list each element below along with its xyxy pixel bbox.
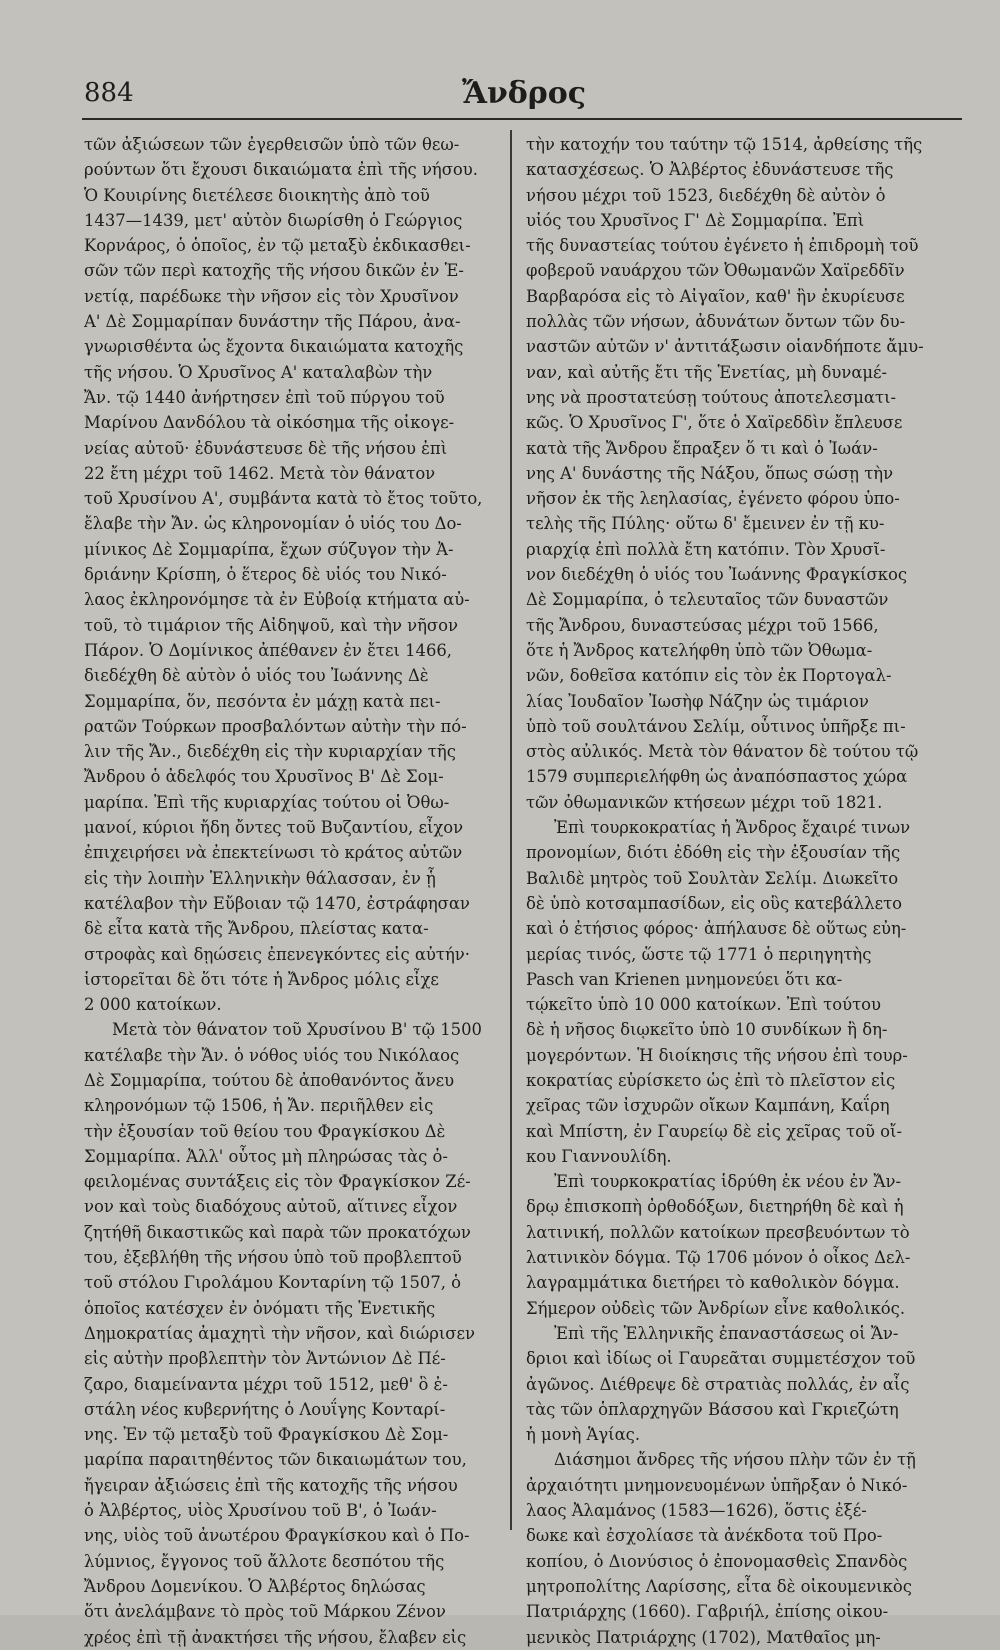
text-line: Ἄν. τῷ 1440 ἀνήρτησεν ἐπὶ τοῦ πύργου τοῦ [84, 387, 445, 407]
text-line: διεδέχθη δὲ αὐτὸν ὁ υἱός του Ἰωάννης Δὲ [84, 666, 429, 686]
text-line: κου Γιαννουλίδη. [526, 1146, 672, 1166]
text-line: Βαρβαρόσα εἰς τὸ Αἰγαῖον, καθ' ἣν ἐκυρίευσε [526, 286, 905, 306]
text-line: Ἄνδρου Δομενίκου. Ὁ Ἀλβέρτος δηλώσας [84, 1576, 426, 1596]
text-line: Σομμαρίπα, ὅν, πεσόντα ἐν μάχῃ κατὰ πει- [84, 691, 441, 711]
text-line: δὲ ἡ νῆσος διῳκεῖτο ὑπὸ 10 συνδίκων ἢ δη- [526, 1020, 888, 1040]
text-line: νης. Ἐν τῷ μεταξὺ τοῦ Φραγκίσκου Δὲ Σομ- [84, 1425, 449, 1445]
text-line: κοπίου, ὁ Διονύσιος ὁ ἐπονομασθεὶς Σπανδὸς [526, 1551, 908, 1571]
text-line: δὲ εἶτα κατὰ τῆς Ἄνδρου, πλείστας κατα- [84, 919, 429, 939]
text-line: καὶ ὁ ἐτήσιος φόρος· ἀπήλαυσε δὲ οὕτως εὐη- [526, 919, 907, 939]
text-line: τῆς νήσου. Ὁ Χρυσῖνος Α' καταλαβὼν τὴν [84, 362, 433, 382]
text-line: του, ἐξεβλήθη τῆς νήσου ὑπὸ τοῦ προβλεπτοῦ [84, 1248, 462, 1268]
left-column [84, 132, 494, 1650]
text-line: Ἐπὶ τουρκοκρατίας ἡ Ἄνδρος ἔχαιρέ τινων [554, 818, 911, 838]
text-line: τοῦ, τὸ τιμάριον τῆς Αἰδηψοῦ, καὶ τὴν νῆσον [84, 615, 458, 635]
text-line: Πάρον. Ὁ Δομίνικος ἀπέθανεν ἐν ἔτει 1466, [84, 640, 453, 660]
text-line: ὅτε ἡ Ἄνδρος κατελήφθη ὑπὸ τῶν Ὀθωμα- [526, 640, 873, 660]
text-line: τῶν ὀθωμανικῶν κτήσεων μέχρι τοῦ 1821. [526, 792, 883, 812]
text-line: νήσου μέχρι τοῦ 1523, διεδέχθη δὲ αὐτὸν ὁ [526, 185, 886, 205]
text-line: προνομίων, διότι ἐδόθη εἰς τὴν ἐξουσίαν τῆς [526, 843, 901, 863]
page-header [84, 78, 960, 118]
text-line: Πατριάρχης (1660). Γαβριήλ, ἐπίσης οἰκου- [526, 1602, 889, 1622]
text-line: νετίᾳ, παρέδωκε τὴν νῆσον εἰς τὸν Χρυσῖνον [84, 286, 459, 306]
text-line: ἀγῶνος. Διέθρεψε δὲ στρατιὰς πολλάς, ἐν αἷς [526, 1374, 910, 1394]
text-line: σῶν τῶν περὶ κατοχῆς τῆς νήσου δικῶν ἐν Ἑ- [84, 261, 464, 281]
text-line: κατέλαβε τὴν Ἄν. ὁ νόθος υἱός του Νικόλαος [84, 1045, 460, 1065]
text-line: ναν, καὶ αὐτῆς ἔτι τῆς Ἑνετίας, μὴ δυναμέ- [526, 362, 888, 382]
text-line: τῶν ἀξιώσεων τῶν ἐγερθεισῶν ὑπὸ τῶν θεω- [84, 135, 460, 154]
text-line: δριοι καὶ ἰδίως οἱ Γαυρεᾶται συμμετέσχον τοῦ [526, 1349, 916, 1369]
text-line: ρατῶν Τούρκων προσβαλόντων αὐτὴν τὴν πό- [84, 716, 467, 736]
text-line: εἰς τὴν λοιπὴν Ἑλληνικὴν θάλασσαν, ἐν ᾗ [84, 868, 436, 888]
text-line: στὸς αὐλικός. Μετὰ τὸν θάνατον δὲ τούτου τῷ [526, 742, 919, 762]
text-line: χεῖρας τῶν ἰσχυρῶν οἴκων Καμπάνη, Καΐρη [526, 1096, 890, 1116]
text-line: τὴν ἐξουσίαν τοῦ θείου του Φραγκίσκου Δὲ [84, 1121, 446, 1141]
text-line: 22 ἔτη μέχρι τοῦ 1462. Μετὰ τὸν θάνατον [84, 463, 436, 483]
text-line: ναστῶν αὐτῶν ν' ἀντιτάξωσιν οἱανδήποτε ἄμυ- [526, 337, 924, 357]
text-line: λαγραμμάτικα διετήρει τὸ καθολικὸν δόγμα. [526, 1273, 900, 1293]
text-line: νείας αὐτοῦ· ἐδυνάστευσε δὲ τῆς νήσου ἐπὶ [84, 438, 448, 458]
text-line: λατινική, πολλῶν κατοίκων πρεσβευόντων τὸ [526, 1222, 910, 1242]
right-column [526, 132, 940, 1650]
text-line: Δημοκρατίας ἀμαχητὶ τὴν νῆσον, καὶ διώρισεν [84, 1323, 475, 1343]
text-line: τελὴς τῆς Πύλης· οὕτω δ' ἔμεινεν ἐν τῇ κυ- [526, 514, 885, 534]
text-line: γνωρισθέντα ὡς ἔχοντα δικαιώματα κατοχῆς [84, 337, 464, 357]
text-line: νης Α' δυνάστης τῆς Νάξου, ὅπως σώσῃ τὴν [526, 463, 894, 483]
text-line: μαρίπα. Ἐπὶ τῆς κυριαρχίας τούτου οἱ Ὀθω- [84, 792, 450, 812]
column-divider [510, 130, 512, 1530]
text-line: στροφὰς καὶ δῃώσεις ἐπενεγκόντες εἰς αὐτήν· [84, 944, 470, 964]
text-line: ζητήθῆ δικαστικῶς καὶ παρὰ τῶν προκατόχων [84, 1222, 471, 1242]
text-line: Ἄνδρου ὁ ἀδελφός του Χρυσῖνος Β' Δὲ Σομ- [84, 767, 444, 787]
text-line: ὑπὸ τοῦ σουλτάνου Σελίμ, οὗτινος ὑπῆρξε πι- [526, 716, 906, 736]
text-line: κοκρατίας εὑρίσκετο ὡς ἐπὶ τὸ πλεῖστον εἰς [526, 1070, 896, 1090]
text-line: νῶν, δοθεῖσα κατόπιν εἰς τὸν ἐκ Πορτογαλ- [526, 666, 892, 686]
text-line: φοβεροῦ ναυάρχου τῶν Ὀθωμανῶν Χαϊρεδδῖν [526, 261, 905, 281]
text-line: νον καὶ τοὺς διαδόχους αὐτοῦ, αἵτινες εἶχον [84, 1197, 458, 1217]
text-line: μαρίπα παραιτηθέντος τῶν δικαιωμάτων του, [84, 1450, 467, 1470]
text-line: μενικὸς Πατριάρχης (1702), Ματθαῖος μη- [526, 1627, 881, 1647]
text-line: Σήμερον οὐδεὶς τῶν Ἀνδρίων εἶνε καθολικός. [526, 1298, 906, 1318]
text-line: Μετὰ τὸν θάνατον τοῦ Χρυσίνου Β' τῷ 1500 [112, 1020, 482, 1040]
text-line: τῆς δυναστείας τούτου ἐγένετο ἡ ἐπιδρομὴ τοῦ [526, 236, 919, 256]
text-line: δὲ ὑπὸ κοτσαμπασίδων, εἰς οὓς κατεβάλλετο [526, 893, 903, 913]
text-line: κατέλαβον τὴν Εὔβοιαν τῷ 1470, ἐστράφησαν [84, 893, 470, 913]
text-line: Α' Δὲ Σομμαρίπαν δυνάστην τῆς Πάρου, ἀνα- [84, 312, 461, 332]
text-line: ριαρχίᾳ ἐπὶ πολλὰ ἔτη κατόπιν. Τὸν Χρυσῖ- [526, 539, 886, 559]
text-line: δωκε καὶ ἐσχολίασε τὰ ἀνέκδοτα τοῦ Προ- [526, 1526, 883, 1546]
text-line: ὅτι ἀνελάμβανε τὸ πρὸς τοῦ Μάρκου Ζένον [84, 1602, 446, 1622]
text-line: πολλὰς τῶν νήσων, ἀδυνάτων ὄντων τῶν δυ- [526, 312, 906, 332]
text-line: ὁποῖος κατέσχεν ἐν ὀνόματι τῆς Ἑνετικῆς [84, 1298, 436, 1318]
text-line: τὴν κατοχήν του ταύτην τῷ 1514, ἀρθείσης τῆς [526, 135, 923, 154]
text-line: νης, υἱὸς τοῦ ἀνωτέρου Φραγκίσκου καὶ ὁ Πο- [84, 1526, 470, 1546]
text-line: λίας Ἰουδαῖον Ἰωσὴφ Νάζην ὡς τιμάριον [526, 691, 869, 711]
text-line: δριάνην Κρίσπη, ὁ ἕτερος δὲ υἱός του Νικό- [84, 565, 447, 585]
text-line: ἀρχαιότητι μνημονευομένων ὑπῆρξαν ὁ Νικό- [526, 1475, 908, 1495]
text-line: Ἐπὶ τουρκοκρατίας ἱδρύθη ἐκ νέου ἐν Ἄν- [554, 1172, 901, 1192]
text-line: Δὲ Σομμαρίπα, τούτου δὲ ἀποθανόντος ἄνευ [84, 1070, 455, 1090]
text-line: ἔλαβε τὴν Ἄν. ὡς κληρονομίαν ὁ υἱός του Δο- [84, 514, 462, 534]
page-number: 884 [84, 78, 134, 108]
text-line: καὶ Μπίστη, ἐν Γαυρείῳ δὲ εἰς χεῖρας τοῦ οἴ- [526, 1121, 903, 1141]
text-line: εἰς αὐτὴν προβλεπτὴν τὸν Ἀντώνιον Δὲ Πέ- [84, 1349, 446, 1369]
text-line: Ἐπὶ τῆς Ἑλληνικῆς ἐπαναστάσεως οἱ Ἄν- [554, 1323, 899, 1343]
text-line: μίνικος Δὲ Σομμαρίπα, ἔχων σύζυγον τὴν Ἀ- [84, 539, 454, 559]
text-line: δρῳ ἐπισκοπὴ ὀρθοδόξων, διετηρήθη δὲ καὶ ἡ [526, 1197, 904, 1217]
text-line: ἐπιχειρήσει νὰ ἐπεκτείνωσι τὸ κράτος αὐτῶν [84, 843, 463, 863]
text-line: λατινικὸν δόγμα. Τῷ 1706 μόνον ὁ οἶκος Δελ- [526, 1248, 911, 1268]
text-line: χρέος ἐπὶ τῇ ἀνακτήσει τῆς νήσου, ἔλαβεν εἰς [84, 1627, 467, 1647]
running-title: Ἄνδρος [462, 76, 586, 111]
text-line: 1437—1439, μετ' αὐτὸν διωρίσθη ὁ Γεώργιος [84, 210, 463, 230]
text-line: λύμνιος, ἔγγονος τοῦ ἄλλοτε δεσπότου τῆς [84, 1551, 445, 1571]
text-line: Δὲ Σομμαρίπα, ὁ τελευταῖος τῶν δυναστῶν [526, 590, 889, 610]
text-line: Μαρίνου Δανδόλου τὰ οἰκόσημα τῆς οἰκογε- [84, 413, 455, 433]
text-line: Σομμαρίπα. Ἀλλ' οὗτος μὴ πληρώσας τὰς ὀ- [84, 1146, 448, 1166]
text-line: ἤγειραν ἀξιώσεις ἐπὶ τῆς κατοχῆς τῆς νήσου [84, 1475, 458, 1495]
text-line: κατὰ τῆς Ἄνδρου ἔπραξεν ὅ τι καὶ ὁ Ἰωάν- [526, 438, 878, 458]
text-line: Διάσημοι ἄνδρες τῆς νήσου πλὴν τῶν ἐν τῇ [554, 1450, 916, 1470]
text-line: μανοί, κύριοι ἤδη ὄντες τοῦ Βυζαντίου, εἶχον [84, 818, 464, 838]
text-line: στάλη νέος κυβερνήτης ὁ Λουΐγης Κονταρί- [84, 1399, 446, 1419]
text-line: Βαλιδὲ μητρὸς τοῦ Σουλτὰν Σελίμ. Διωκεῖτο [526, 868, 899, 888]
text-line: 2 000 κατοίκων. [84, 995, 222, 1015]
text-line: νῆσον ἐκ τῆς λεηλασίας, ἐγένετο φόρου ὑπο- [526, 489, 900, 509]
text-line: ζαρο, διαμείναντα μέχρι τοῦ 1512, μεθ' ὃ ἐ- [84, 1374, 448, 1394]
text-line: νον διεδέχθη ὁ υἱός του Ἰωάννης Φραγκίσκος [526, 565, 908, 585]
text-line: τοῦ στόλου Γιρολάμου Κονταρίνη τῷ 1507, ὁ [84, 1273, 462, 1293]
text-line: τὰς τῶν ὁπλαρχηγῶν Βάσσου καὶ Γκριεζώτη [526, 1399, 899, 1419]
text-line: φειλομένας συντάξεις εἰς τὸν Φραγκίσκον Ζέ- [84, 1172, 471, 1192]
text-line: κῶς. Ὁ Χρυσῖνος Γ', ὅτε ὁ Χαϊρεδδὶν ἔπλευσε [526, 413, 903, 433]
text-line: 1579 συμπεριελήφθη ὡς ἀναπόσπαστος χώρα [526, 767, 908, 787]
text-line: τῆς Ἄνδρου, δυναστεύσας μέχρι τοῦ 1566, [526, 615, 879, 635]
text-line: λαος ἐκληρονόμησε τὰ ἐν Εὐβοίᾳ κτήματα αὐ- [84, 590, 470, 610]
text-line: Ὁ Κουιρίνης διετέλεσε διοικητὴς ἀπὸ τοῦ [84, 185, 430, 205]
text-line: κατασχέσεως. Ὁ Ἀλβέρτος ἐδυνάστευσε τῆς [526, 160, 894, 180]
text-line: ἡ μονὴ Ἁγίας. [526, 1425, 641, 1445]
text-line: λιν τῆς Ἄν., διεδέχθη εἰς τὴν κυριαρχίαν τῆς [84, 742, 456, 762]
text-line: νης νὰ προστατεύσῃ τούτους ἀποτελεσματι- [526, 387, 897, 407]
text-line: Pasch van Krienen μνημονεύει ὅτι κα- [526, 969, 843, 989]
header-rule [82, 118, 962, 120]
text-line: ἱστορεῖται δὲ ὅτι τότε ἡ Ἄνδρος μόλις εἶχε [84, 969, 439, 989]
text-line: λαος Ἀλαμάνος (1583—1626), ὅστις ἐξέ- [526, 1501, 867, 1521]
text-line: τοῦ Χρυσίνου Α', συμβάντα κατὰ τὸ ἔτος τοῦτο, [84, 489, 483, 509]
text-line: Κορνάρος, ὁ ὁποῖος, ἐν τῷ μεταξὺ ἐκδικασθει- [84, 236, 471, 256]
text-line: κληρονόμων τῷ 1506, ἡ Ἄν. περιῆλθεν εἰς [84, 1096, 434, 1116]
text-line: μογερόντων. Ἡ διοίκησις τῆς νήσου ἐπὶ τουρ- [526, 1045, 908, 1065]
text-line: υἱός του Χρυσῖνος Γ' Δὲ Σομμαρίπα. Ἐπὶ [526, 210, 865, 230]
text-line: ὁ Ἀλβέρτος, υἱὸς Χρυσίνου τοῦ Β', ὁ Ἰωάν- [84, 1501, 437, 1521]
text-line: ρούντων ὅτι ἔχουσι δικαιώματα ἐπὶ τῆς νήσου. [84, 160, 478, 180]
text-line: μητροπολίτης Λαρίσσης, εἶτα δὲ οἰκουμενικὸς [526, 1576, 912, 1596]
text-line: μερίας τινός, ὥστε τῷ 1771 ὁ περιηγητὴς [526, 944, 872, 964]
text-line: τῴκεῖτο ὑπὸ 10 000 κατοίκων. Ἐπὶ τούτου [526, 995, 881, 1015]
